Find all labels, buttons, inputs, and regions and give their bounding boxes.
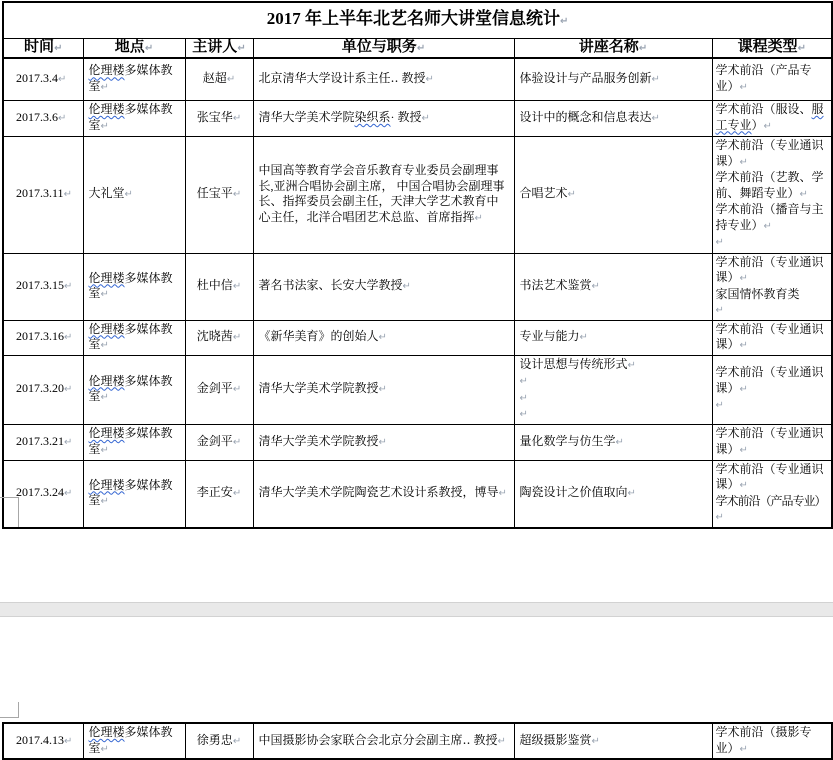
cell-time <box>3 136 83 253</box>
cell-location <box>83 58 185 100</box>
paragraph-mark: ↵ <box>715 400 724 412</box>
cell-text: 服工专业 <box>715 102 824 132</box>
cell-paragraph <box>259 381 509 398</box>
paragraph-mark: ↵ <box>232 384 242 396</box>
paragraph-mark: ↵ <box>519 392 528 404</box>
cell-course <box>712 424 832 460</box>
paragraph-mark: ↵ <box>715 237 724 249</box>
cell-text: 多媒体教室 <box>88 426 173 456</box>
cell-text: 中国高等教育学会音乐教育专业委员会副理事长,亚洲合唱协会副主席， 中国合唱协会副理事长、指挥委员会副主任，天津大学艺术教育中心主任，北洋合唱团艺术总监、首席指挥 <box>258 163 505 224</box>
cell-paragraph <box>16 278 78 295</box>
cell-text: 多媒体教室 <box>88 725 173 755</box>
cell-paragraph <box>520 357 707 374</box>
paragraph-mark: ↵ <box>58 74 67 85</box>
paragraph-mark: ↵ <box>497 735 506 747</box>
paragraph-mark: ↵ <box>232 112 242 124</box>
cell-paragraph <box>259 733 509 750</box>
paragraph-mark: ↵ <box>100 444 109 456</box>
paragraph-mark: ↵ <box>54 43 63 54</box>
paragraph-mark: ↵ <box>651 112 660 124</box>
cell-lecture <box>514 320 712 355</box>
cell-text: · 教授 <box>390 109 422 124</box>
cell-text: 学术前沿（专业通识课） <box>715 365 824 395</box>
column-header-label: 时间 <box>24 39 55 55</box>
paragraph-mark: ↵ <box>421 112 430 124</box>
cell-paragraph <box>716 725 830 757</box>
column-header-label: 课程类型 <box>737 39 798 55</box>
cell-paragraph <box>188 110 251 127</box>
cell-text: 清华大学美术学院陶瓷艺术设计系教授，博导 <box>258 485 499 500</box>
cell-paragraph <box>259 110 509 127</box>
cell-course <box>712 136 832 253</box>
cell-text: 清华大学美术学院教授 <box>258 381 379 396</box>
cell-text: 多媒体教室 <box>88 477 173 507</box>
paragraph-mark: ↵ <box>100 81 109 93</box>
cell-unit <box>253 723 514 759</box>
cell-text: 学术前沿（专业通识课） <box>715 254 824 284</box>
cell-text: 伦理楼 <box>88 270 125 285</box>
cell-paragraph <box>89 426 180 458</box>
paragraph-mark: ↵ <box>797 43 806 54</box>
cell-speaker <box>185 355 253 424</box>
cell-time <box>3 355 83 424</box>
cell-text: 量化数学与仿生学 <box>519 433 616 448</box>
cell-unit <box>253 100 514 136</box>
cell-lecture <box>514 424 712 460</box>
cell-text: 金剑平 <box>196 433 233 448</box>
column-header-location <box>83 39 185 59</box>
text-boundary-mark-top-left <box>0 702 19 718</box>
cell-text: 沈晓茜 <box>196 329 233 344</box>
cell-speaker <box>185 100 253 136</box>
cell-text: 学术前沿（产品专业） <box>715 63 812 93</box>
paragraph-mark: ↵ <box>100 120 109 132</box>
cell-time <box>3 320 83 355</box>
cell-unit <box>253 58 514 100</box>
cell-text: 2017.3.16 <box>16 329 64 344</box>
paragraph-mark: ↵ <box>232 488 242 500</box>
cell-time <box>3 723 83 759</box>
cell-text: 染织系 <box>354 109 391 124</box>
cell-paragraph <box>716 255 830 287</box>
table-row <box>3 355 832 424</box>
cell-text: 伦理楼 <box>88 426 125 440</box>
cell-paragraph <box>520 329 707 346</box>
cell-location <box>83 355 185 424</box>
paragraph-mark: ↵ <box>763 120 772 132</box>
cell-text: 2017.3.6 <box>16 109 58 124</box>
paragraph-mark: ↵ <box>232 189 242 201</box>
cell-text: 大礼堂 <box>88 186 125 201</box>
cell-text: 徐勇忠 <box>196 732 233 747</box>
table-row <box>3 723 832 759</box>
table-row <box>3 253 832 320</box>
cell-course <box>712 253 832 320</box>
cell-text: 学术前沿（播音与主持专业） <box>715 202 824 232</box>
cell-lecture <box>514 460 712 528</box>
cell-text: 多媒体教室 <box>88 270 173 300</box>
lecture-table-page2 <box>2 722 833 760</box>
paragraph-mark: ↵ <box>615 436 624 448</box>
paragraph-mark: ↵ <box>232 735 242 747</box>
cell-course <box>712 100 832 136</box>
cell-paragraph <box>520 71 707 88</box>
paragraph-mark: ↵ <box>144 43 154 54</box>
cell-unit <box>253 253 514 320</box>
paragraph-mark: ↵ <box>378 332 387 344</box>
cell-text: 2017.3.24 <box>16 485 64 500</box>
paragraph-mark: ↵ <box>232 281 242 293</box>
cell-paragraph <box>89 63 180 95</box>
paragraph-mark: ↵ <box>64 488 73 500</box>
cell-paragraph <box>716 234 830 251</box>
paragraph-mark: ↵ <box>591 735 600 747</box>
cell-paragraph <box>520 110 707 127</box>
cell-text: 《新华美育》的创始人 <box>258 329 379 344</box>
cell-text: 任宝平 <box>196 186 233 201</box>
cell-text: 清华大学美术学院 <box>258 109 355 124</box>
cell-paragraph <box>16 329 78 346</box>
paragraph-mark: ↵ <box>799 188 808 200</box>
cell-paragraph <box>89 102 180 134</box>
cell-course <box>712 723 832 759</box>
cell-paragraph <box>520 390 707 407</box>
cell-location <box>83 253 185 320</box>
cell-paragraph <box>16 733 78 750</box>
cell-text: 超级摄影鉴赏 <box>519 732 592 747</box>
paragraph-mark: ↵ <box>378 384 387 396</box>
column-header-course <box>712 39 832 59</box>
cell-speaker <box>185 136 253 253</box>
paragraph-mark: ↵ <box>64 384 73 396</box>
cell-paragraph <box>89 271 180 303</box>
cell-paragraph <box>520 733 707 750</box>
cell-text: 多媒体教室 <box>88 321 173 351</box>
cell-paragraph <box>188 278 251 295</box>
paragraph-mark: ↵ <box>100 743 109 755</box>
cell-text: 学术前沿（摄影专业） <box>715 725 812 755</box>
cell-text: 学术前沿（专业通识课） <box>715 461 824 491</box>
cell-lecture <box>514 100 712 136</box>
cell-paragraph <box>716 287 830 303</box>
cell-lecture <box>514 58 712 100</box>
cell-paragraph <box>520 278 707 295</box>
paragraph-mark: ↵ <box>64 332 73 344</box>
column-header-label: 地点 <box>114 39 145 55</box>
paragraph-mark: ↵ <box>638 43 648 54</box>
cell-lecture <box>514 355 712 424</box>
cell-text: 赵超 <box>202 71 227 85</box>
paragraph-mark: ↵ <box>739 383 748 395</box>
paragraph-mark: ↵ <box>64 735 73 747</box>
paragraph-mark: ↵ <box>651 74 660 85</box>
cell-text: ） <box>751 117 764 132</box>
column-header-label: 单位与职务 <box>341 39 417 55</box>
cell-text: 伦理楼 <box>88 63 125 78</box>
column-header-lecture <box>514 39 712 59</box>
cell-paragraph <box>520 406 707 423</box>
paragraph-mark: ↵ <box>519 376 528 387</box>
cell-paragraph <box>520 434 707 451</box>
table-title-row <box>3 2 832 39</box>
cell-paragraph <box>716 63 830 95</box>
cell-paragraph <box>259 163 509 226</box>
cell-paragraph <box>188 186 251 203</box>
cell-speaker <box>185 424 253 460</box>
cell-text: 书法艺术鉴赏 <box>519 278 592 293</box>
paragraph-mark: ↵ <box>739 156 748 168</box>
cell-text: 学术前沿（服设、 <box>715 102 812 116</box>
paragraph-mark: ↵ <box>378 436 387 448</box>
cell-speaker <box>185 58 253 100</box>
paragraph-mark: ↵ <box>100 289 109 300</box>
cell-paragraph <box>188 381 251 398</box>
cell-text: 多媒体教室 <box>88 63 173 93</box>
cell-paragraph <box>716 494 830 526</box>
paragraph-mark: ↵ <box>64 436 73 448</box>
cell-unit <box>253 355 514 424</box>
cell-paragraph <box>716 397 830 414</box>
cell-text: 伦理楼 <box>88 373 125 388</box>
cell-unit <box>253 460 514 528</box>
table-body-page1 <box>3 58 832 528</box>
table-row <box>3 58 832 100</box>
cell-text: 多媒体教室 <box>88 373 173 403</box>
cell-paragraph <box>188 485 251 502</box>
cell-paragraph <box>520 373 707 390</box>
paragraph-mark: ↵ <box>63 189 72 201</box>
paragraph-mark: ↵ <box>100 496 109 507</box>
cell-text: 著名书法家、长安大学教授 <box>258 278 403 293</box>
paragraph-mark: ↵ <box>416 43 426 54</box>
column-header-speaker <box>185 39 253 59</box>
cell-text: 设计中的概念和信息表达 <box>519 109 652 124</box>
cell-text: 多媒体教室 <box>88 102 173 132</box>
table-row <box>3 136 832 253</box>
table-row <box>3 100 832 136</box>
cell-location <box>83 320 185 355</box>
cell-location <box>83 100 185 136</box>
cell-paragraph <box>89 374 180 406</box>
cell-paragraph <box>520 186 707 203</box>
cell-lecture <box>514 723 712 759</box>
cell-location <box>83 460 185 528</box>
paragraph-mark: ↵ <box>739 480 748 491</box>
cell-text: 杜中信 <box>196 278 233 293</box>
cell-time <box>3 100 83 136</box>
cell-paragraph <box>16 434 78 451</box>
paragraph-mark: ↵ <box>559 16 569 27</box>
cell-text: 合唱艺术 <box>519 186 568 201</box>
cell-paragraph <box>716 138 830 170</box>
paragraph-mark: ↵ <box>591 281 600 293</box>
cell-paragraph <box>89 725 180 757</box>
cell-paragraph <box>716 462 830 494</box>
cell-text: 清华大学美术学院教授 <box>258 433 379 448</box>
paragraph-mark: ↵ <box>739 444 748 456</box>
paragraph-mark: ↵ <box>739 340 748 351</box>
paragraph-mark: ↵ <box>425 74 434 85</box>
cell-course <box>712 355 832 424</box>
cell-time <box>3 253 83 320</box>
table-row <box>3 424 832 460</box>
column-header-label: 讲座名称 <box>578 39 639 55</box>
cell-lecture <box>514 136 712 253</box>
column-header-time <box>3 39 83 59</box>
cell-paragraph <box>259 71 509 88</box>
cell-course <box>712 320 832 355</box>
cell-location <box>83 723 185 759</box>
table-header-row <box>3 39 832 59</box>
cell-paragraph <box>716 426 830 458</box>
paragraph-mark: ↵ <box>226 74 236 85</box>
cell-text: 中国摄影协会家联合会北京分会副主席‥ 教授 <box>258 732 498 747</box>
paragraph-mark: ↵ <box>739 743 748 755</box>
paragraph-mark: ↵ <box>100 392 109 403</box>
cell-paragraph <box>259 434 509 451</box>
text-boundary-mark-bottom-left <box>0 497 19 527</box>
table-row <box>3 460 832 528</box>
paragraph-mark: ↵ <box>498 488 507 500</box>
paragraph-mark: ↵ <box>237 43 246 54</box>
cell-text: 陶瓷设计之价值取向 <box>519 485 628 500</box>
paragraph-mark: ↵ <box>124 189 133 201</box>
paragraph-mark: ↵ <box>232 436 242 448</box>
paragraph-mark: ↵ <box>474 212 483 224</box>
cell-unit <box>253 136 514 253</box>
cell-speaker <box>185 723 253 759</box>
cell-speaker <box>185 320 253 355</box>
cell-text: 学术前沿（专业通识课） <box>715 138 824 168</box>
cell-paragraph <box>16 381 78 398</box>
paragraph-mark: ↵ <box>519 409 528 420</box>
cell-paragraph <box>716 365 830 397</box>
paragraph-mark: ↵ <box>58 112 67 124</box>
cell-paragraph <box>89 478 180 510</box>
cell-paragraph <box>716 202 830 234</box>
cell-paragraph <box>259 329 509 346</box>
cell-text: 伦理楼 <box>88 477 125 492</box>
paragraph-mark: ↵ <box>739 273 748 284</box>
cell-text: 2017.3.15 <box>16 278 64 293</box>
paragraph-mark: ↵ <box>715 512 724 523</box>
cell-text: 李正安 <box>196 485 233 500</box>
paragraph-mark: ↵ <box>64 281 73 293</box>
table-row <box>3 320 832 355</box>
cell-text: 2017.3.21 <box>16 433 64 448</box>
cell-paragraph <box>188 71 251 88</box>
cell-text: 伦理楼 <box>88 725 125 739</box>
cell-paragraph <box>716 170 830 202</box>
cell-text: 2017.4.13 <box>16 732 64 747</box>
table-title <box>3 2 832 39</box>
cell-paragraph <box>716 302 830 319</box>
cell-text: 金剑平 <box>196 381 233 396</box>
cell-paragraph <box>89 322 180 354</box>
paragraph-mark: ↵ <box>627 359 636 371</box>
cell-text: 张宝华 <box>196 109 233 124</box>
cell-time <box>3 424 83 460</box>
cell-paragraph <box>188 434 251 451</box>
cell-text: 学术前沿（专业通识课） <box>715 426 824 456</box>
cell-paragraph <box>16 110 78 127</box>
cell-text: 家国情怀教育类 <box>715 286 800 301</box>
cell-text: 设计思想与传统形式 <box>519 356 628 371</box>
cell-paragraph <box>716 322 830 354</box>
cell-location <box>83 136 185 253</box>
cell-text: 伦理楼 <box>88 321 125 336</box>
paragraph-mark: ↵ <box>579 332 588 344</box>
column-header-unit <box>253 39 514 59</box>
paragraph-mark: ↵ <box>402 281 411 293</box>
cell-location <box>83 424 185 460</box>
paragraph-mark: ↵ <box>739 81 748 93</box>
cell-paragraph <box>188 733 251 750</box>
cell-paragraph <box>188 329 251 346</box>
cell-text: 2017.3.20 <box>16 381 64 396</box>
paragraph-mark: ↵ <box>763 220 772 232</box>
paragraph-mark: ↵ <box>627 488 636 500</box>
paragraph-mark: ↵ <box>715 305 724 316</box>
cell-lecture <box>514 253 712 320</box>
table-body-page2 <box>3 723 832 759</box>
cell-paragraph <box>716 102 830 134</box>
cell-time <box>3 58 83 100</box>
cell-text: 2017.3.11 <box>16 186 64 201</box>
paragraph-mark: ↵ <box>100 340 109 351</box>
paragraph-mark: ↵ <box>232 332 242 344</box>
cell-text: 北京清华大学设计系主任‥ 教授 <box>258 71 426 85</box>
cell-text: 专业与能力 <box>519 329 580 344</box>
cell-paragraph <box>259 485 509 502</box>
cell-speaker <box>185 460 253 528</box>
cell-paragraph <box>16 485 78 502</box>
cell-course <box>712 58 832 100</box>
cell-course <box>712 460 832 528</box>
lecture-table-page1 <box>2 1 833 529</box>
cell-text: 体验设计与产品服务创新 <box>519 71 652 85</box>
cell-text: 学术前沿（产品专业） <box>715 493 826 508</box>
cell-paragraph <box>16 186 78 203</box>
cell-speaker <box>185 253 253 320</box>
page-break-band <box>0 602 833 617</box>
cell-text: 2017.3.4 <box>16 71 58 85</box>
cell-paragraph <box>89 186 180 203</box>
cell-paragraph <box>520 485 707 502</box>
cell-text: 伦理楼 <box>88 102 125 116</box>
cell-text: 学术前沿（专业通识课） <box>715 321 824 351</box>
column-header-label: 主讲人 <box>192 39 238 55</box>
table-title-text: 2017 年上半年北艺名师大讲堂信息统计 <box>266 9 560 28</box>
cell-paragraph <box>16 71 78 88</box>
cell-unit <box>253 424 514 460</box>
cell-paragraph <box>259 278 509 295</box>
cell-unit <box>253 320 514 355</box>
paragraph-mark: ↵ <box>567 189 576 201</box>
cell-text: 学术前沿（艺教、学前、舞蹈专业） <box>715 170 824 200</box>
